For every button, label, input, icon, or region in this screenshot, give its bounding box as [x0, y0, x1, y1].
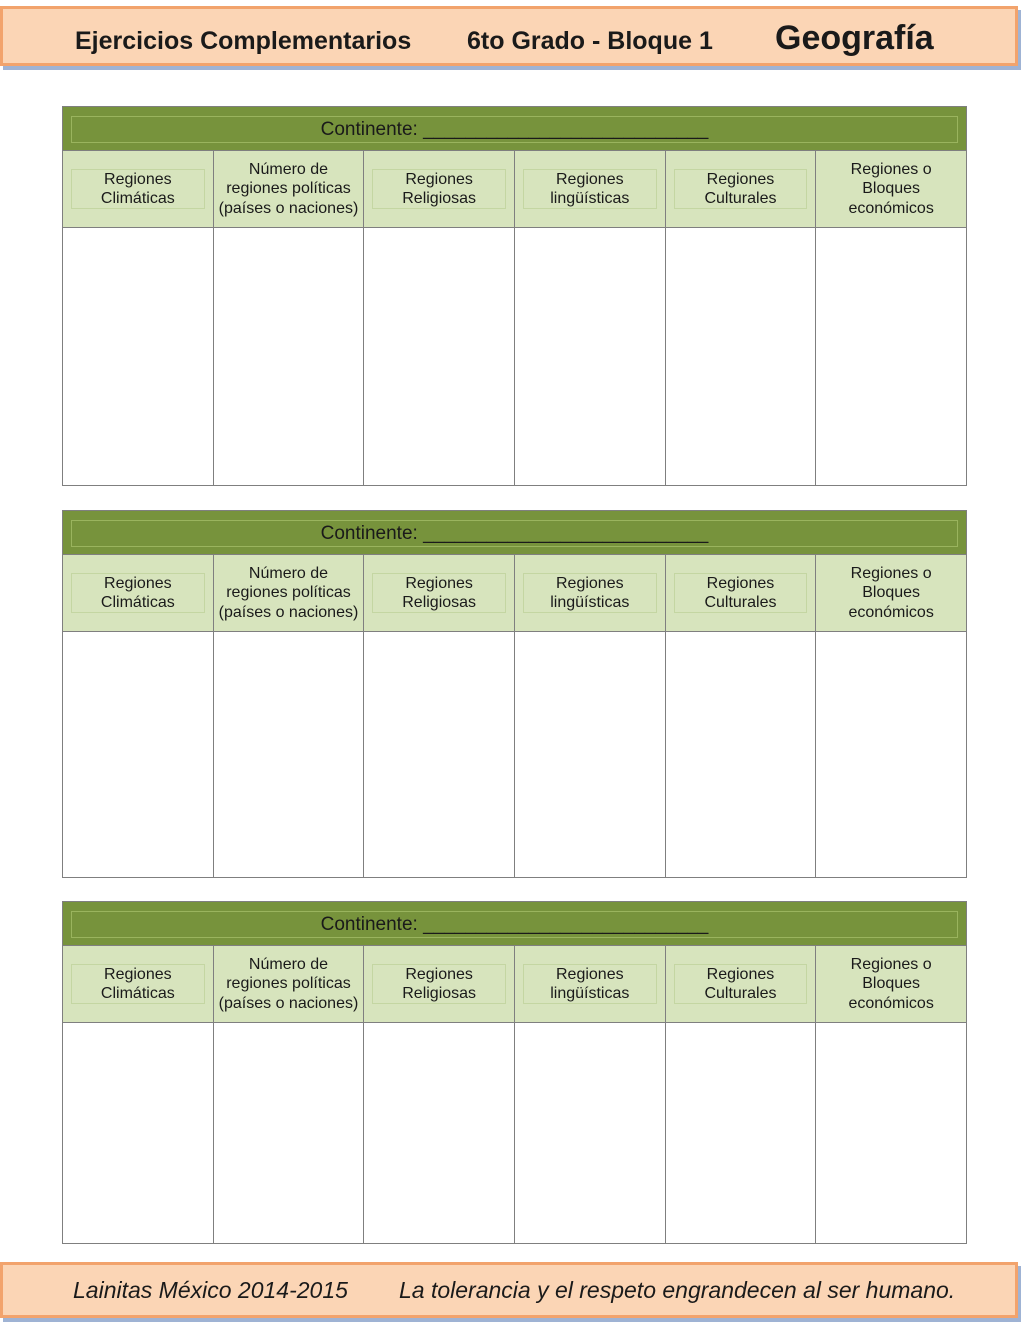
column-header-political: Número de regiones políticas (países o naciones) — [213, 151, 364, 228]
footer-motto: La tolerancia y el respeto engrandecen al ser humano. — [399, 1277, 956, 1303]
page-header-banner — [0, 6, 1018, 66]
continent-title: Continente: ___________________________ — [71, 116, 958, 143]
answer-cell[interactable] — [213, 228, 364, 486]
column-header-linguistic: Regiones lingüísticas — [514, 151, 665, 228]
answer-cell[interactable] — [213, 632, 364, 878]
continent-table-3 — [62, 901, 967, 1244]
subject-title: Geografía — [775, 19, 934, 57]
column-header-cultural: Regiones Culturales — [665, 555, 816, 632]
answer-cell[interactable] — [816, 1023, 967, 1244]
column-header-religious: Regiones Religiosas — [364, 555, 515, 632]
column-header-linguistic: Regiones lingüísticas — [514, 946, 665, 1023]
column-header-political: Número de regiones políticas (países o naciones) — [213, 946, 364, 1023]
course-title: Ejercicios Complementarios — [75, 27, 412, 55]
continent-title-row — [63, 511, 967, 555]
answer-cell[interactable] — [665, 1023, 816, 1244]
answer-cell[interactable] — [364, 632, 515, 878]
column-header-religious: Regiones Religiosas — [364, 151, 515, 228]
answer-cell[interactable] — [514, 1023, 665, 1244]
column-header-cultural: Regiones Culturales — [665, 946, 816, 1023]
continent-table-2 — [62, 510, 967, 878]
grade-block-label: 6to Grado - Bloque 1 — [467, 27, 713, 55]
answer-cell[interactable] — [816, 632, 967, 878]
column-header-religious: Regiones Religiosas — [364, 946, 515, 1023]
column-header-linguistic: Regiones lingüísticas — [514, 555, 665, 632]
answer-cell[interactable] — [213, 1023, 364, 1244]
continent-table-1 — [62, 106, 967, 486]
answer-cell[interactable] — [665, 228, 816, 486]
column-header-economic: Regiones o Bloques económicos — [816, 151, 967, 228]
continent-title: Continente: ___________________________ — [71, 911, 958, 938]
answer-cell[interactable] — [665, 632, 816, 878]
answer-cell[interactable] — [364, 228, 515, 486]
answer-cell[interactable] — [514, 632, 665, 878]
continent-title: Continente: ___________________________ — [71, 520, 958, 547]
answer-cell[interactable] — [63, 632, 214, 878]
column-header-economic: Regiones o Bloques económicos — [816, 946, 967, 1023]
answer-cell[interactable] — [816, 228, 967, 486]
continent-title-row — [63, 107, 967, 151]
column-header-economic: Regiones o Bloques económicos — [816, 555, 967, 632]
column-header-climatic: Regiones Climáticas — [63, 555, 214, 632]
continent-title-row — [63, 902, 967, 946]
page-footer-banner — [0, 1262, 1018, 1318]
answer-cell[interactable] — [514, 228, 665, 486]
answer-cell[interactable] — [63, 1023, 214, 1244]
column-header-climatic: Regiones Climáticas — [63, 946, 214, 1023]
answer-cell[interactable] — [63, 228, 214, 486]
column-header-climatic: Regiones Climáticas — [63, 151, 214, 228]
footer-school-year: Lainitas México 2014-2015 — [73, 1277, 348, 1303]
column-header-cultural: Regiones Culturales — [665, 151, 816, 228]
answer-cell[interactable] — [364, 1023, 515, 1244]
column-header-political: Número de regiones políticas (países o naciones) — [213, 555, 364, 632]
